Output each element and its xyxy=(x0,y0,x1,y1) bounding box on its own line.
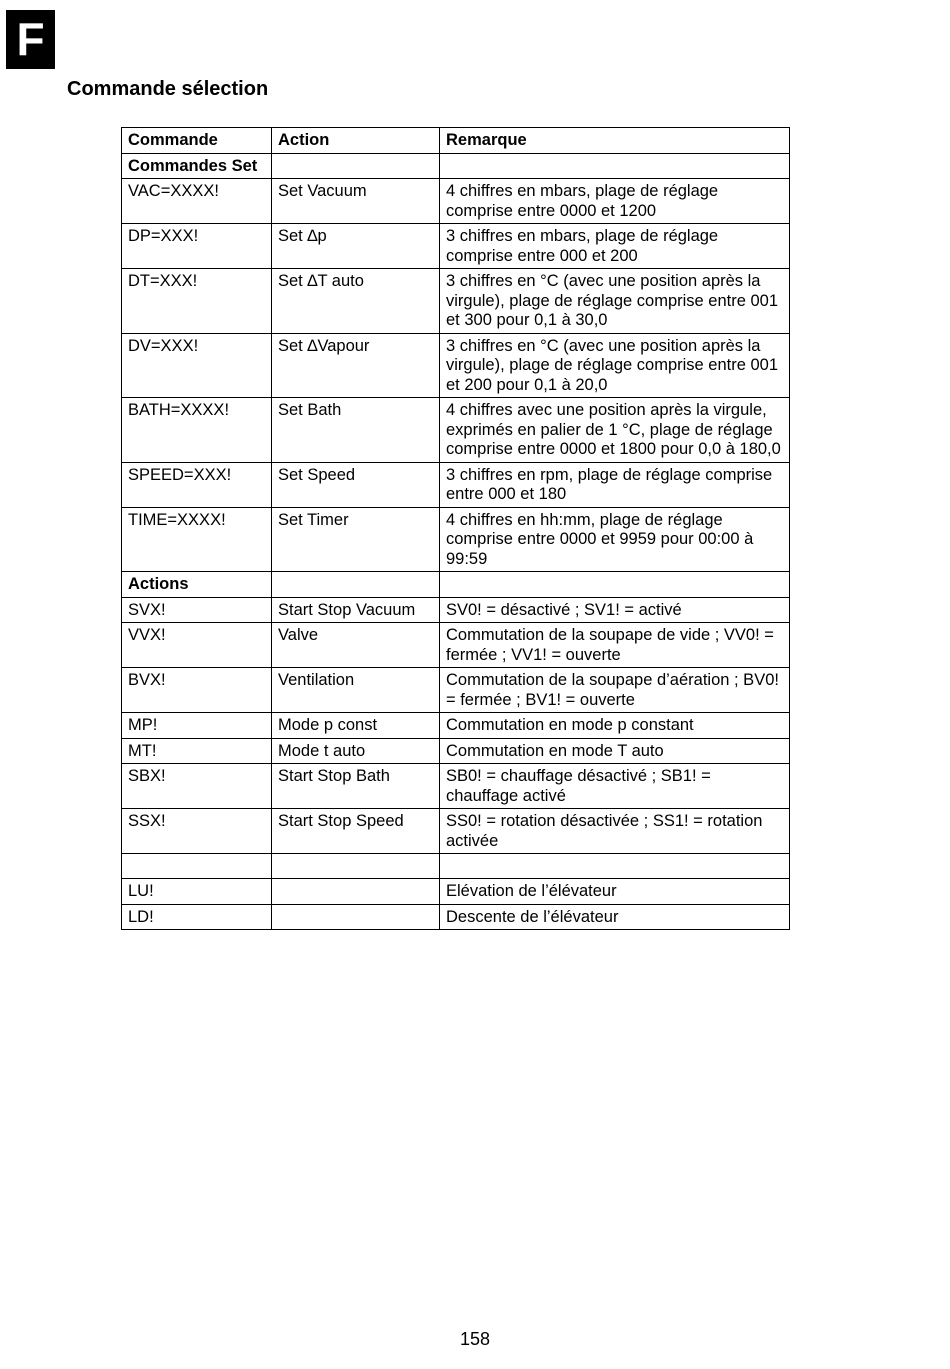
table-row xyxy=(122,764,790,809)
command-cell: MT! xyxy=(122,738,272,764)
action-cell xyxy=(272,854,440,879)
command-cell: MP! xyxy=(122,713,272,739)
remark-cell: Commutation de la soupape d’aération ; BV0! = fermée ; BV1! = ouverte xyxy=(440,668,790,713)
action-cell: Set ∆p xyxy=(272,224,440,269)
command-table xyxy=(121,127,790,930)
command-cell: TIME=XXXX! xyxy=(122,507,272,572)
action-cell: Mode t auto xyxy=(272,738,440,764)
language-badge: F xyxy=(6,10,55,69)
table-row xyxy=(122,269,790,334)
remark-cell: 3 chiffres en mbars, plage de réglage comprise entre 000 et 200 xyxy=(440,224,790,269)
action-cell: Start Stop Speed xyxy=(272,809,440,854)
action-cell: Set Bath xyxy=(272,398,440,463)
action-cell: Mode p const xyxy=(272,713,440,739)
table-row xyxy=(122,597,790,623)
header-remarque: Remarque xyxy=(440,128,790,154)
section-label: Commandes Set xyxy=(122,153,272,179)
page-number: 158 xyxy=(459,1329,491,1349)
remark-cell: Elévation de l’élévateur xyxy=(440,879,790,905)
table-section-row xyxy=(122,153,790,179)
remark-cell xyxy=(440,572,790,598)
remark-cell: Commutation en mode T auto xyxy=(440,738,790,764)
command-cell: LU! xyxy=(122,879,272,905)
command-cell: DT=XXX! xyxy=(122,269,272,334)
table-row xyxy=(122,507,790,572)
remark-cell xyxy=(440,153,790,179)
action-cell xyxy=(272,572,440,598)
remark-cell: Descente de l’élévateur xyxy=(440,904,790,930)
table-row xyxy=(122,668,790,713)
page-title: Commande sélection xyxy=(67,78,269,100)
table-row xyxy=(122,179,790,224)
table-row xyxy=(122,879,790,905)
action-cell xyxy=(272,879,440,905)
action-cell: Set Vacuum xyxy=(272,179,440,224)
table-row xyxy=(122,738,790,764)
remark-cell xyxy=(440,854,790,879)
remark-cell: SV0! = désactivé ; SV1! = activé xyxy=(440,597,790,623)
action-cell: Ventilation xyxy=(272,668,440,713)
action-cell: Set Timer xyxy=(272,507,440,572)
command-cell: DV=XXX! xyxy=(122,333,272,398)
action-cell xyxy=(272,153,440,179)
table-body xyxy=(122,153,790,930)
command-cell: DP=XXX! xyxy=(122,224,272,269)
table-row xyxy=(122,398,790,463)
table-empty-row xyxy=(122,854,790,879)
command-cell: VVX! xyxy=(122,623,272,668)
remark-cell: 3 chiffres en rpm, plage de réglage comprise entre 000 et 180 xyxy=(440,462,790,507)
command-cell xyxy=(122,854,272,879)
table-row xyxy=(122,333,790,398)
action-cell xyxy=(272,904,440,930)
section-label: Actions xyxy=(122,572,272,598)
table-row xyxy=(122,904,790,930)
command-cell: SVX! xyxy=(122,597,272,623)
command-cell: LD! xyxy=(122,904,272,930)
command-cell: VAC=XXXX! xyxy=(122,179,272,224)
action-cell: Set ∆T auto xyxy=(272,269,440,334)
table-row xyxy=(122,809,790,854)
action-cell: Valve xyxy=(272,623,440,668)
action-cell: Set ∆Vapour xyxy=(272,333,440,398)
remark-cell: Commutation en mode p constant xyxy=(440,713,790,739)
remark-cell: 4 chiffres avec une position après la virgule, exprimés en palier de 1 °C, plage de réglage comprise entre 0000 et 1800 pour 0,0 à 180,0 xyxy=(440,398,790,463)
table-row xyxy=(122,462,790,507)
remark-cell: SB0! = chauffage désactivé ; SB1! = chauffage activé xyxy=(440,764,790,809)
remark-cell: 3 chiffres en °C (avec une position après la virgule), plage de réglage comprise entre 001 et 200 pour 0,1 à 20,0 xyxy=(440,333,790,398)
remark-cell: SS0! = rotation désactivée ; SS1! = rotation activée xyxy=(440,809,790,854)
remark-cell: 4 chiffres en mbars, plage de réglage comprise entre 0000 et 1200 xyxy=(440,179,790,224)
remark-cell: 4 chiffres en hh:mm, plage de réglage comprise entre 0000 et 9959 pour 00:00 à 99:59 xyxy=(440,507,790,572)
action-cell: Set Speed xyxy=(272,462,440,507)
action-cell: Start Stop Vacuum xyxy=(272,597,440,623)
command-cell: SBX! xyxy=(122,764,272,809)
command-cell: SPEED=XXX! xyxy=(122,462,272,507)
table-header-row xyxy=(122,128,790,154)
command-cell: SSX! xyxy=(122,809,272,854)
command-cell: BATH=XXXX! xyxy=(122,398,272,463)
table-row xyxy=(122,224,790,269)
remark-cell: Commutation de la soupape de vide ; VV0! = fermée ; VV1! = ouverte xyxy=(440,623,790,668)
remark-cell: 3 chiffres en °C (avec une position après la virgule), plage de réglage comprise entre 001 et 300 pour 0,1 à 30,0 xyxy=(440,269,790,334)
table-section-row xyxy=(122,572,790,598)
action-cell: Start Stop Bath xyxy=(272,764,440,809)
command-cell: BVX! xyxy=(122,668,272,713)
header-action: Action xyxy=(272,128,440,154)
table-row xyxy=(122,713,790,739)
table-row xyxy=(122,623,790,668)
header-commande: Commande xyxy=(122,128,272,154)
